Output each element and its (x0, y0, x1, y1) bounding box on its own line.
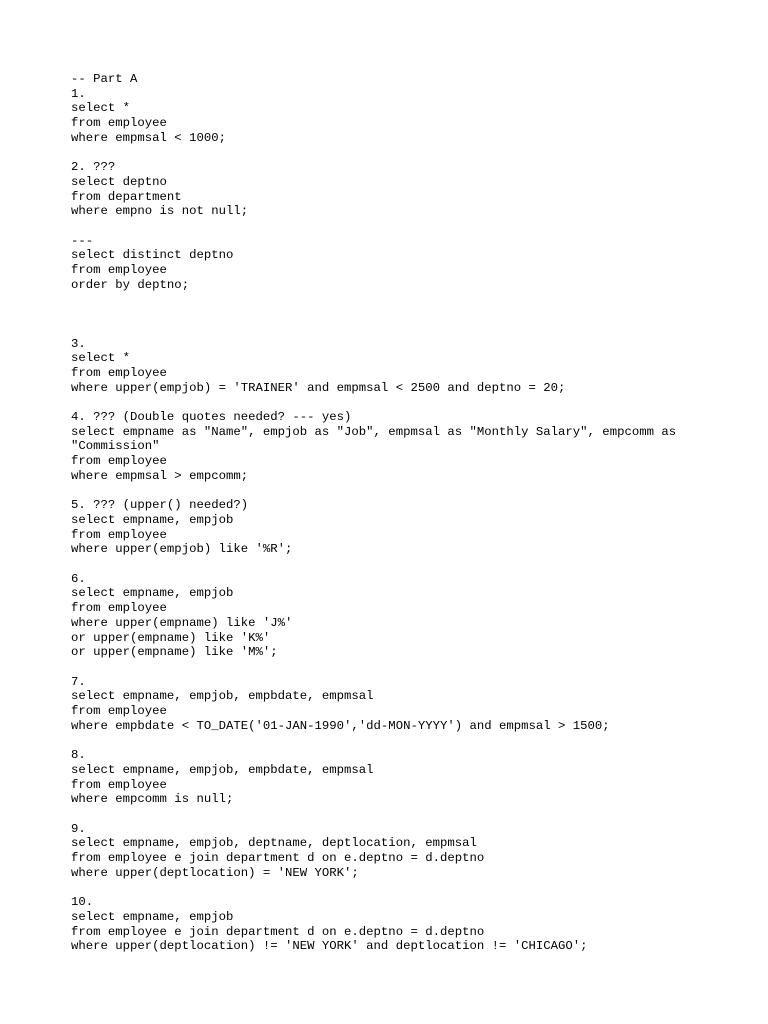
block-4 (71, 410, 751, 484)
text-line: select empname, empjob (71, 512, 234, 527)
text-line: 2. ??? (71, 160, 116, 175)
text-line: select * (71, 101, 131, 116)
block-2-alt (71, 234, 751, 293)
block-9 (71, 822, 751, 881)
text-line: 5. ??? (upper() needed?) (71, 498, 249, 513)
text-line: where empcomm is null; (71, 792, 234, 807)
block-2 (71, 160, 751, 219)
text-line: where upper(empjob) like '%R'; (71, 542, 293, 557)
text-line: 3. (71, 336, 86, 351)
text-line: from department (71, 189, 182, 204)
text-line: from employee e join department d on e.deptno = d.deptno (71, 924, 485, 939)
text-line: where upper(empname) like 'J%' (71, 615, 293, 630)
text-line: select empname, empjob, deptname, deptlocation, empmsal (71, 836, 477, 851)
block-8 (71, 748, 751, 807)
block-10 (71, 895, 751, 954)
block-6 (71, 572, 751, 660)
text-line: where upper(deptlocation) != 'NEW YORK' and deptlocation != 'CHICAGO'; (71, 939, 588, 954)
text-line: where empno is not null; (71, 204, 249, 219)
text-line: 4. ??? (Double quotes needed? --- yes) (71, 410, 352, 425)
text-line: --- (71, 233, 94, 248)
text-line: where upper(deptlocation) = 'NEW YORK'; (71, 865, 359, 880)
text-line: 7. (71, 674, 86, 689)
text-line: 9. (71, 821, 86, 836)
text-line: 10. (71, 895, 94, 910)
text-line: select deptno (71, 174, 167, 189)
text-line: where empmsal > empcomm; (71, 468, 249, 483)
text-line: where upper(empjob) = 'TRAINER' and empmsal < 2500 and deptno = 20; (71, 380, 566, 395)
text-line: or upper(empname) like 'M%'; (71, 645, 278, 660)
text-line: select empname, empjob (71, 586, 234, 601)
text-line: select distinct deptno (71, 248, 234, 263)
block-3 (71, 337, 751, 396)
text-line: or upper(empname) like 'K%' (71, 630, 271, 645)
text-line: from employee (71, 116, 167, 131)
text-line: from employee (71, 365, 167, 380)
text-line: where empmsal < 1000; (71, 130, 226, 145)
text-line: 1. (71, 86, 86, 101)
text-line: from employee (71, 527, 167, 542)
block-7 (71, 675, 751, 734)
text-line: from employee (71, 704, 167, 719)
text-line: -- Part A (71, 72, 138, 86)
text-line: select empname, empjob (71, 909, 234, 924)
text-line: select empname as "Name", empjob as "Job", empmsal as "Monthly Salary", empcomm as (71, 424, 677, 439)
text-line: select empname, empjob, empbdate, empmsal (71, 762, 374, 777)
text-line: select * (71, 351, 131, 366)
text-line: from employee (71, 263, 167, 278)
text-line: select empname, empjob, empbdate, empmsal (71, 689, 374, 704)
text-line: 6. (71, 571, 86, 586)
block-part-a-1 (71, 72, 751, 146)
text-line: from employee (71, 454, 167, 469)
text-line: from employee (71, 601, 167, 616)
text-line: 8. (71, 748, 86, 763)
text-line: "Commission" (71, 439, 160, 454)
text-line: from employee (71, 777, 167, 792)
text-line: where empbdate < TO_DATE('01-JAN-1990','dd-MON-YYYY') and empmsal > 1500; (71, 718, 610, 733)
text-line: from employee e join department d on e.deptno = d.deptno (71, 851, 485, 866)
block-5 (71, 498, 751, 557)
document-page (71, 72, 751, 969)
text-line: order by deptno; (71, 277, 190, 292)
